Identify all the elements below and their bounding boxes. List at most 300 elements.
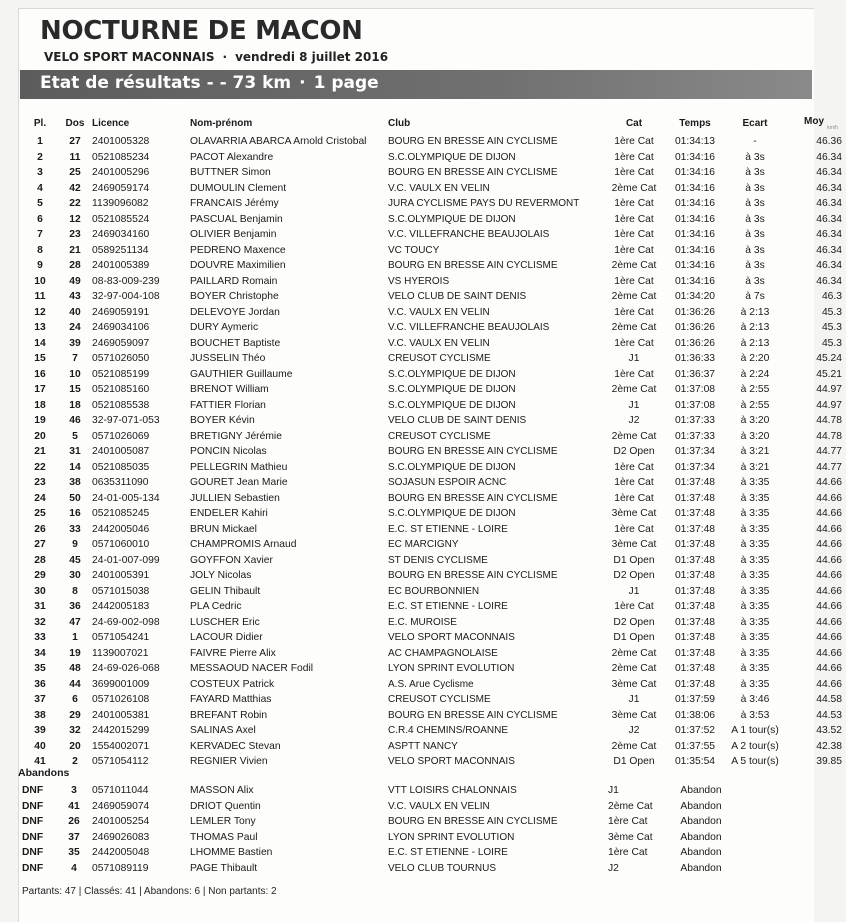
cell-temps: 01:34:16 (674, 213, 716, 225)
table-row (22, 429, 846, 445)
cell-nom: LEMLER Tony (190, 816, 256, 828)
cell-licence: 0521085538 (92, 399, 150, 411)
cell-temps: 01:37:52 (674, 725, 716, 737)
cell-cat: 1ère Cat (614, 337, 654, 349)
cell-moy: 46.34 (816, 229, 842, 241)
cell-club: CREUSOT CYCLISME (388, 694, 491, 706)
cell-ecart: à 3s (745, 275, 765, 287)
cell-ecart: à 3:35 (740, 539, 770, 551)
cell-dos: 38 (69, 477, 81, 489)
banner-separator: · (299, 73, 306, 93)
cell-pl: DNF (22, 847, 44, 859)
cell-pl: 9 (37, 260, 43, 272)
col-club: Club (388, 117, 411, 129)
cell-moy: 45.3 (821, 337, 842, 349)
cell-licence: 1139096082 (92, 198, 149, 210)
cell-moy: 44.66 (816, 678, 842, 690)
cell-status: Abandon (680, 785, 722, 797)
cell-club: S.C.OLYMPIQUE DE DIJON (388, 461, 516, 473)
cell-dos: 11 (69, 151, 81, 163)
cell-pl: 7 (37, 229, 43, 241)
cell-ecart: à 3:35 (740, 585, 770, 597)
cell-licence: 3699001009 (92, 678, 150, 690)
cell-cat: 3ème Cat (611, 709, 657, 721)
cell-pl: 14 (34, 337, 46, 349)
cell-nom: MESSAOUD NACER Fodil (190, 663, 314, 675)
table-row (22, 739, 846, 755)
cell-cat: D2 Open (613, 446, 655, 458)
cell-moy: 42.38 (816, 740, 842, 752)
cell-ecart: - (753, 136, 757, 148)
table-row (22, 150, 846, 166)
cell-club: VC TOUCY (388, 244, 440, 256)
event-date: vendredi 8 juillet 2016 (235, 50, 389, 64)
cell-nom: PONCIN Nicolas (190, 446, 267, 458)
cell-licence: 0571054112 (92, 756, 149, 768)
cell-ecart: à 3s (745, 213, 765, 225)
cell-pl: 18 (34, 399, 46, 411)
cell-moy: 44.66 (816, 601, 842, 613)
cell-pl: DNF (22, 800, 44, 812)
cell-dos: 41 (68, 800, 80, 812)
cell-nom: DURY Aymeric (190, 322, 259, 334)
cell-dos: 50 (69, 492, 81, 504)
cell-moy: 46.3 (821, 291, 842, 303)
cell-nom: LUSCHER Eric (190, 616, 260, 628)
cell-club: LYON SPRINT EVOLUTION (388, 831, 515, 843)
cell-licence: 1554002071 (92, 740, 150, 752)
cell-dos: 32 (69, 725, 81, 737)
cell-cat: 1ère Cat (614, 306, 654, 318)
table-row (22, 274, 846, 290)
cell-temps: 01:34:16 (674, 244, 716, 256)
table-row (22, 367, 846, 383)
cell-cat: 1ère Cat (614, 523, 654, 535)
cell-nom: OLAVARRIA ABARCA Arnold Cristobal (190, 136, 367, 148)
cell-nom: CHAMPROMIS Arnaud (190, 539, 297, 551)
cell-temps: 01:37:48 (674, 616, 716, 628)
cell-cat: 2ème Cat (608, 800, 653, 812)
abandon-row (22, 830, 812, 846)
table-row (22, 196, 846, 212)
cell-status: Abandon (680, 831, 722, 843)
cell-status: Abandon (680, 816, 722, 828)
cell-club: CREUSOT CYCLISME (388, 353, 491, 365)
cell-temps: 01:37:34 (674, 461, 716, 473)
table-row (22, 491, 846, 507)
cell-dos: 24 (69, 322, 81, 334)
cell-ecart: à 3s (745, 182, 765, 194)
cell-dos: 10 (69, 368, 81, 380)
cell-moy: 44.58 (816, 694, 842, 706)
cell-licence: 2469034160 (92, 229, 150, 241)
cell-nom: PEDRENO Maxence (190, 244, 286, 256)
cell-moy: 44.66 (816, 492, 842, 504)
cell-licence: 0571054241 (92, 632, 150, 644)
cell-status: Abandon (680, 847, 722, 859)
cell-pl: 28 (34, 554, 46, 566)
cell-moy: 43.52 (816, 725, 842, 737)
cell-cat: 2ème Cat (611, 663, 657, 675)
cell-nom: ENDELER Kahiri (190, 508, 268, 520)
table-row (22, 165, 846, 181)
cell-cat: 1ère Cat (614, 492, 654, 504)
col-pl: Pl. (33, 117, 47, 129)
cell-ecart: à 2:13 (740, 306, 770, 318)
cell-licence: 2401005087 (92, 446, 150, 458)
cell-dos: 9 (72, 539, 78, 551)
cell-club: LYON SPRINT EVOLUTION (388, 663, 515, 675)
cell-moy: 46.34 (816, 244, 842, 256)
cell-cat: 1ère Cat (614, 477, 654, 489)
table-row (22, 181, 846, 197)
col-cat: Cat (625, 117, 643, 129)
cell-club: EC MARCIGNY (388, 539, 459, 551)
cell-temps: 01:37:48 (674, 663, 716, 675)
cell-club: VELO CLUB DE SAINT DENIS (388, 291, 527, 303)
cell-ecart: à 3:35 (740, 523, 770, 535)
cell-licence: 0571011044 (92, 785, 149, 797)
cell-ecart: à 3s (745, 198, 765, 210)
cell-nom: GAUTHIER Guillaume (190, 368, 293, 380)
cell-dos: 35 (68, 847, 80, 859)
cell-dos: 49 (69, 275, 81, 287)
cell-ecart: à 3:35 (740, 647, 770, 659)
table-header-row (22, 112, 846, 134)
cell-pl: 16 (34, 368, 46, 380)
table-row (22, 661, 846, 677)
cell-moy: 45.21 (816, 368, 842, 380)
cell-pl: 5 (37, 198, 43, 210)
cell-club: BOURG EN BRESSE AIN CYCLISME (388, 709, 558, 721)
cell-pl: 38 (34, 709, 46, 721)
abandon-row (22, 845, 812, 861)
cell-ecart: à 3:35 (740, 508, 770, 520)
banner-distance: - 73 km (219, 73, 292, 93)
cell-dos: 8 (72, 585, 78, 597)
cell-nom: KERVADEC Stevan (190, 740, 281, 752)
cell-club: E.C. ST ETIENNE - LOIRE (388, 523, 508, 535)
cell-licence: 24-01-007-099 (92, 554, 160, 566)
cell-pl: 36 (34, 678, 46, 690)
cell-ecart: à 2:20 (740, 353, 770, 365)
cell-club: S.C.OLYMPIQUE DE DIJON (388, 213, 516, 225)
cell-moy: 39.85 (816, 756, 842, 768)
cell-nom: FRANCAIS Jérémy (190, 198, 279, 210)
table-row (22, 599, 846, 615)
cell-cat: J1 (628, 585, 640, 597)
cell-pl: 27 (34, 539, 46, 551)
cell-moy: 44.78 (816, 415, 842, 427)
cell-ecart: à 2:55 (740, 384, 770, 396)
cell-nom: THOMAS Paul (190, 831, 258, 843)
cell-moy: 46.34 (816, 213, 842, 225)
cell-pl: 2 (37, 151, 43, 163)
cell-temps: 01:36:26 (674, 306, 716, 318)
cell-pl: 30 (34, 585, 46, 597)
cell-dos: 47 (69, 616, 81, 628)
cell-moy: 44.66 (816, 647, 842, 659)
table-row (22, 506, 846, 522)
table-row (22, 646, 846, 662)
cell-cat: 1ère Cat (614, 601, 654, 613)
cell-cat: D1 Open (613, 554, 655, 566)
cell-temps: 01:37:33 (674, 430, 716, 442)
abandon-row (22, 783, 812, 799)
cell-nom: GELIN Thibault (190, 585, 261, 597)
cell-nom: GOURET Jean Marie (190, 477, 288, 489)
cell-moy: 46.34 (816, 167, 842, 179)
table-row (22, 212, 846, 228)
col-ecart: Ecart (742, 117, 768, 129)
table-row (22, 134, 846, 150)
cell-temps: 01:36:26 (674, 337, 716, 349)
cell-moy: 46.36 (816, 136, 842, 148)
cell-temps: 01:37:08 (674, 399, 716, 411)
cell-club: V.C. VILLEFRANCHE BEAUJOLAIS (388, 322, 550, 334)
abandon-row (22, 861, 812, 877)
col-dos: Dos (65, 117, 85, 129)
cell-pl: 3 (37, 167, 43, 179)
cell-pl: 19 (34, 415, 46, 427)
table-row (22, 320, 846, 336)
cell-empty (736, 861, 812, 877)
cell-temps: 01:37:48 (674, 570, 716, 582)
table-row (22, 243, 846, 259)
table-row (22, 723, 846, 739)
cell-dos: 46 (69, 415, 81, 427)
table-row (22, 227, 846, 243)
cell-dos: 3 (71, 785, 77, 797)
cell-pl: 40 (34, 740, 46, 752)
cell-club: VELO CLUB TOURNUS (388, 862, 496, 874)
cell-moy: 44.66 (816, 616, 842, 628)
cell-dos: 21 (69, 244, 81, 256)
cell-club: ASPTT NANCY (388, 740, 458, 752)
cell-dos: 29 (69, 709, 81, 721)
cell-pl: DNF (22, 831, 44, 843)
cell-licence: 2469059097 (92, 337, 150, 349)
cell-cat: J1 (628, 353, 640, 365)
cell-ecart: à 3:35 (740, 601, 770, 613)
cell-cat: 1ère Cat (608, 816, 648, 828)
cell-licence: 2401005381 (92, 709, 150, 721)
cell-nom: DOUVRE Maximilien (190, 260, 286, 272)
cell-cat: 3ème Cat (611, 539, 657, 551)
cell-nom: JULLIEN Sebastien (190, 492, 280, 504)
cell-cat: 1ère Cat (614, 167, 654, 179)
cell-temps: 01:34:16 (674, 167, 716, 179)
banner-label: Etat de résultats - (40, 73, 214, 93)
cell-pl: 31 (34, 601, 46, 613)
cell-dos: 16 (69, 508, 81, 520)
cell-ecart: à 3:35 (740, 492, 770, 504)
cell-licence: 32-97-071-053 (92, 415, 160, 427)
cell-club: BOURG EN BRESSE AIN CYCLISME (388, 167, 558, 179)
cell-nom: BOUCHET Baptiste (190, 337, 281, 349)
cell-moy: 44.77 (816, 461, 842, 473)
abandons-table (22, 783, 812, 876)
cell-ecart: à 3:35 (740, 632, 770, 644)
col-licence: Licence (92, 117, 130, 129)
cell-ecart: à 7s (745, 291, 765, 303)
cell-club: EC BOURBONNIEN (388, 585, 480, 597)
cell-temps: 01:37:48 (674, 508, 716, 520)
cell-pl: DNF (22, 785, 44, 797)
cell-moy: 44.66 (816, 554, 842, 566)
col-temps: Temps (679, 117, 711, 129)
table-row (22, 537, 846, 553)
cell-dos: 6 (72, 694, 78, 706)
cell-pl: 24 (34, 492, 46, 504)
cell-ecart: à 3:20 (740, 415, 770, 427)
cell-temps: 01:37:48 (674, 632, 716, 644)
cell-pl: 26 (34, 523, 46, 535)
cell-club: E.C. ST ETIENNE - LOIRE (388, 601, 508, 613)
cell-temps: 01:37:48 (674, 523, 716, 535)
table-row (22, 382, 846, 398)
cell-ecart: à 3:53 (740, 709, 770, 721)
cell-temps: 01:37:48 (674, 647, 716, 659)
cell-ecart: à 3s (745, 229, 765, 241)
cell-licence: 2469034106 (92, 322, 150, 334)
cell-dos: 33 (69, 523, 81, 535)
cell-licence: 0521085160 (92, 384, 150, 396)
cell-licence: 32-97-004-108 (92, 291, 160, 303)
event-subtitle (44, 50, 388, 64)
cell-dos: 23 (69, 229, 81, 241)
cell-licence: 0571089119 (92, 862, 149, 874)
cell-ecart: à 2:13 (740, 337, 770, 349)
cell-moy: 44.66 (816, 632, 842, 644)
cell-club: V.C. VAULX EN VELIN (388, 306, 490, 318)
cell-temps: 01:37:59 (674, 694, 716, 706)
table-row (22, 522, 846, 538)
cell-licence: 2401005389 (92, 260, 150, 272)
cell-temps: 01:37:48 (674, 477, 716, 489)
table-row (22, 258, 846, 274)
cell-dos: 25 (69, 167, 81, 179)
abandons-label: Abandons (18, 767, 70, 779)
cell-licence: 08-83-009-239 (92, 275, 160, 287)
cell-nom: BRENOT William (190, 384, 269, 396)
cell-nom: PLA Cedric (190, 601, 242, 613)
cell-pl: 39 (34, 725, 46, 737)
cell-empty (736, 845, 812, 861)
cell-licence: 2469026083 (92, 831, 150, 843)
cell-licence: 0571026050 (92, 353, 150, 365)
cell-cat: 1ère Cat (608, 847, 648, 859)
cell-ecart: à 3s (745, 167, 765, 179)
cell-nom: SALINAS Axel (190, 725, 256, 737)
abandon-row (22, 814, 812, 830)
cell-nom: JUSSELIN Théo (190, 353, 266, 365)
cell-empty (736, 814, 812, 830)
cell-cat: 2ème Cat (611, 322, 657, 334)
cell-club: A.S. Arue Cyclisme (388, 678, 474, 690)
cell-ecart: à 3:20 (740, 430, 770, 442)
cell-dos: 15 (69, 384, 81, 396)
cell-dos: 12 (69, 213, 81, 225)
cell-club: V.C. VAULX EN VELIN (388, 182, 490, 194)
cell-nom: PAILLARD Romain (190, 275, 278, 287)
cell-temps: 01:37:48 (674, 554, 716, 566)
cell-empty (736, 783, 812, 799)
cell-moy: 44.97 (816, 399, 842, 411)
cell-dos: 40 (69, 306, 81, 318)
cell-cat: 1ère Cat (614, 368, 654, 380)
cell-club: VELO CLUB DE SAINT DENIS (388, 415, 527, 427)
col-nom: Nom-prénom (190, 117, 253, 129)
cell-ecart: A 2 tour(s) (731, 740, 779, 752)
cell-pl: 37 (34, 694, 46, 706)
cell-cat: 3ème Cat (611, 508, 657, 520)
cell-club: S.C.OLYMPIQUE DE DIJON (388, 368, 516, 380)
cell-nom: DRIOT Quentin (190, 800, 261, 812)
cell-temps: 01:34:16 (674, 182, 716, 194)
page-title: NOCTURNE DE MACON (40, 16, 363, 46)
cell-cat: 1ère Cat (614, 229, 654, 241)
cell-dos: 22 (69, 198, 81, 210)
cell-dos: 18 (69, 399, 81, 411)
cell-nom: MASSON Alix (190, 785, 254, 797)
cell-temps: 01:36:37 (674, 368, 716, 380)
cell-cat: 2ème Cat (611, 740, 657, 752)
table-row (22, 336, 846, 352)
cell-ecart: à 3:21 (740, 461, 770, 473)
cell-dos: 2 (72, 756, 78, 768)
cell-moy: 46.34 (816, 275, 842, 287)
cell-pl: 33 (34, 632, 46, 644)
cell-pl: 25 (34, 508, 46, 520)
cell-ecart: à 3:35 (740, 554, 770, 566)
cell-licence: 2442005048 (92, 847, 150, 859)
cell-moy: 44.66 (816, 508, 842, 520)
cell-licence: 2442015299 (92, 725, 150, 737)
cell-licence: 2401005391 (92, 570, 150, 582)
cell-nom: BREFANT Robin (190, 709, 268, 721)
cell-licence: 0521085035 (92, 461, 150, 473)
cell-temps: 01:34:16 (674, 260, 716, 272)
cell-club: BOURG EN BRESSE AIN CYCLISME (388, 136, 558, 148)
table-row (22, 677, 846, 693)
cell-cat: 2ème Cat (611, 430, 657, 442)
cell-dos: 5 (72, 430, 78, 442)
cell-moy: 46.34 (816, 260, 842, 272)
cell-nom: PAGE Thibault (190, 862, 258, 874)
cell-ecart: à 2:55 (740, 399, 770, 411)
cell-pl: 13 (34, 322, 46, 334)
cell-licence: 0571015038 (92, 585, 150, 597)
cell-club: JURA CYCLISME PAYS DU REVERMONT (388, 198, 580, 210)
cell-pl: 32 (34, 616, 46, 628)
table-row (22, 692, 846, 708)
cell-pl: 23 (34, 477, 46, 489)
cell-pl: 22 (34, 461, 46, 473)
cell-cat: 2ème Cat (611, 384, 657, 396)
cell-empty (736, 799, 812, 815)
cell-ecart: à 3s (745, 244, 765, 256)
cell-licence: 0521085199 (92, 368, 150, 380)
cell-nom: DUMOULIN Clement (190, 182, 287, 194)
cell-temps: 01:34:16 (674, 275, 716, 287)
table-row (22, 351, 846, 367)
cell-cat: D2 Open (613, 616, 655, 628)
cell-licence: 0521085524 (92, 213, 150, 225)
cell-pl: 29 (34, 570, 46, 582)
cell-licence: 2401005328 (92, 136, 150, 148)
table-row (22, 568, 846, 584)
